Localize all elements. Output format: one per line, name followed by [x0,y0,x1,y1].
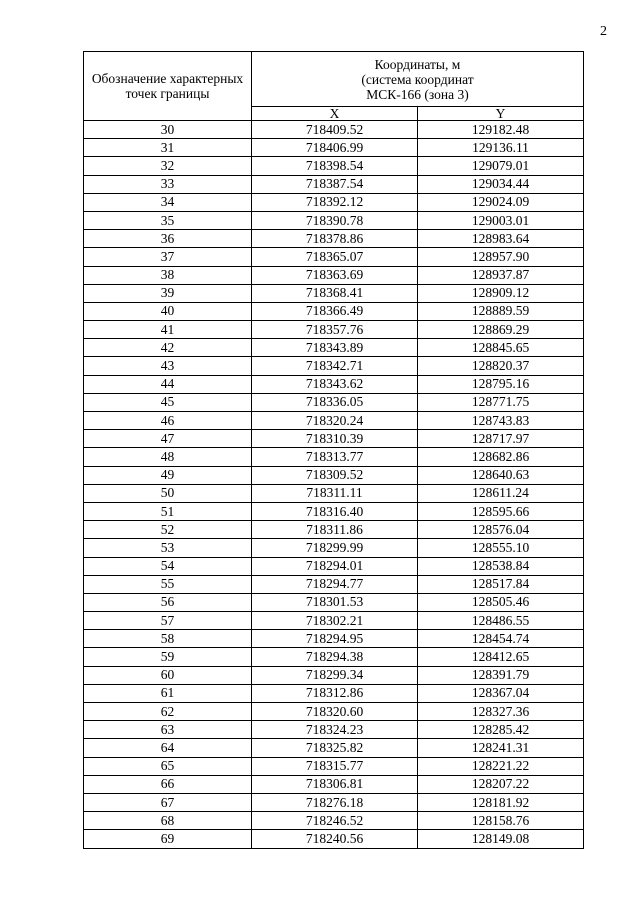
point-number-cell: 44 [84,375,252,393]
table-row [84,175,584,193]
y-coordinate-cell: 128241.31 [418,739,584,757]
y-coordinate-cell: 128207.22 [418,775,584,793]
x-coordinate-cell: 718301.53 [252,593,418,611]
x-coordinate-cell: 718246.52 [252,812,418,830]
x-coordinate-cell: 718309.52 [252,466,418,484]
point-number-cell: 45 [84,393,252,411]
x-coordinate-cell: 718316.40 [252,502,418,520]
table-row [84,121,584,139]
y-coordinate-cell: 128909.12 [418,284,584,302]
point-number-cell: 69 [84,830,252,848]
y-coordinate-cell: 128957.90 [418,248,584,266]
table-row [84,248,584,266]
y-coordinate-cell: 128454.74 [418,630,584,648]
table-row [84,466,584,484]
x-coordinate-cell: 718357.76 [252,321,418,339]
y-coordinate-cell: 128367.04 [418,684,584,702]
point-number-cell: 46 [84,412,252,430]
x-coordinate-cell: 718302.21 [252,612,418,630]
table-row [84,321,584,339]
x-coordinate-cell: 718294.01 [252,557,418,575]
table-row [84,302,584,320]
table-row [84,193,584,211]
table-row [84,739,584,757]
x-coordinate-cell: 718320.60 [252,703,418,721]
point-number-cell: 57 [84,612,252,630]
point-number-cell: 59 [84,648,252,666]
table-row [84,521,584,539]
y-coordinate-cell: 128611.24 [418,484,584,502]
x-coordinate-cell: 718365.07 [252,248,418,266]
table-row [84,539,584,557]
table-row [84,393,584,411]
x-coordinate-cell: 718306.81 [252,775,418,793]
table-body [84,121,584,849]
y-coordinate-cell: 128285.42 [418,721,584,739]
point-number-cell: 53 [84,539,252,557]
point-number-cell: 62 [84,703,252,721]
y-coordinate-cell: 128682.86 [418,448,584,466]
point-number-cell: 54 [84,557,252,575]
coordinates-header-line-3: МСК-166 (зона 3) [366,86,469,102]
table-row [84,139,584,157]
y-coordinate-cell: 129182.48 [418,121,584,139]
x-coordinate-cell: 718313.77 [252,448,418,466]
x-coordinate-cell: 718342.71 [252,357,418,375]
x-coordinate-cell: 718310.39 [252,430,418,448]
x-coordinate-cell: 718392.12 [252,193,418,211]
table-row [84,775,584,793]
y-coordinate-cell: 129034.44 [418,175,584,193]
table-row [84,339,584,357]
point-number-cell: 66 [84,775,252,793]
x-coordinate-cell: 718366.49 [252,302,418,320]
point-number-cell: 64 [84,739,252,757]
x-coordinate-cell: 718312.86 [252,684,418,702]
point-number-cell: 58 [84,630,252,648]
coordinates-header-line-2: (система координат [361,71,474,87]
point-column-header: Обозначение характерных точек границы [84,52,252,121]
y-coordinate-cell: 128149.08 [418,830,584,848]
table-row [84,630,584,648]
y-coordinate-cell: 128937.87 [418,266,584,284]
table-row [84,812,584,830]
x-coordinate-cell: 718315.77 [252,757,418,775]
point-number-cell: 49 [84,466,252,484]
y-coordinate-cell: 128845.65 [418,339,584,357]
point-number-cell: 34 [84,193,252,211]
y-coordinate-cell: 128555.10 [418,539,584,557]
y-coordinate-cell: 128576.04 [418,521,584,539]
x-coordinate-cell: 718390.78 [252,211,418,229]
table-row [84,430,584,448]
point-number-cell: 43 [84,357,252,375]
table-row [84,448,584,466]
point-number-cell: 41 [84,321,252,339]
y-coordinate-cell: 128795.16 [418,375,584,393]
point-number-cell: 61 [84,684,252,702]
y-coordinate-cell: 128889.59 [418,302,584,320]
x-coordinate-cell: 718320.24 [252,412,418,430]
table-row [84,757,584,775]
x-coordinate-cell: 718343.89 [252,339,418,357]
x-coordinate-cell: 718299.34 [252,666,418,684]
x-coordinate-cell: 718363.69 [252,266,418,284]
x-coordinate-cell: 718343.62 [252,375,418,393]
table-row [84,557,584,575]
point-number-cell: 30 [84,121,252,139]
x-coordinate-cell: 718324.23 [252,721,418,739]
page-number: 2 [600,24,607,39]
point-number-cell: 60 [84,666,252,684]
x-coordinate-cell: 718378.86 [252,230,418,248]
coordinates-header [252,52,584,107]
x-coordinate-cell: 718294.38 [252,648,418,666]
coordinates-header-line-1: Координаты, м [374,56,461,72]
point-number-cell: 42 [84,339,252,357]
x-coordinate-cell: 718336.05 [252,393,418,411]
table-row [84,484,584,502]
y-coordinate-cell: 128181.92 [418,793,584,811]
y-coordinate-cell: 128412.65 [418,648,584,666]
point-number-cell: 52 [84,521,252,539]
point-number-cell: 33 [84,175,252,193]
y-coordinate-cell: 129024.09 [418,193,584,211]
x-coordinate-cell: 718325.82 [252,739,418,757]
table-row [84,412,584,430]
point-number-cell: 36 [84,230,252,248]
coordinates-table [83,51,584,849]
y-coordinate-cell: 128158.76 [418,812,584,830]
x-coordinate-cell: 718311.86 [252,521,418,539]
x-coordinate-cell: 718387.54 [252,175,418,193]
x-column-header: X [252,107,418,121]
x-coordinate-cell: 718240.56 [252,830,418,848]
y-coordinate-cell: 129079.01 [418,157,584,175]
x-coordinate-cell: 718311.11 [252,484,418,502]
y-coordinate-cell: 129136.11 [418,139,584,157]
y-coordinate-cell: 128517.84 [418,575,584,593]
table-row [84,612,584,630]
y-coordinate-cell: 128486.55 [418,612,584,630]
table-row [84,703,584,721]
point-number-cell: 65 [84,757,252,775]
point-number-cell: 39 [84,284,252,302]
x-coordinate-cell: 718299.99 [252,539,418,557]
y-coordinate-cell: 128717.97 [418,430,584,448]
point-number-cell: 35 [84,211,252,229]
table-row [84,721,584,739]
y-coordinate-cell: 128771.75 [418,393,584,411]
y-coordinate-cell: 128221.22 [418,757,584,775]
point-number-cell: 56 [84,593,252,611]
table-row [84,357,584,375]
table-row [84,375,584,393]
table-row [84,648,584,666]
y-coordinate-cell: 128820.37 [418,357,584,375]
table-row [84,502,584,520]
x-coordinate-cell: 718406.99 [252,139,418,157]
table-row [84,830,584,848]
point-number-cell: 68 [84,812,252,830]
point-number-cell: 51 [84,502,252,520]
y-coordinate-cell: 128595.66 [418,502,584,520]
y-coordinate-cell: 128640.63 [418,466,584,484]
y-coordinate-cell: 128327.36 [418,703,584,721]
y-coordinate-cell: 128391.79 [418,666,584,684]
table-row [84,666,584,684]
y-coordinate-cell: 128983.64 [418,230,584,248]
point-number-cell: 37 [84,248,252,266]
table-row [84,211,584,229]
y-coordinate-cell: 128743.83 [418,412,584,430]
x-coordinate-cell: 718368.41 [252,284,418,302]
y-coordinate-cell: 128869.29 [418,321,584,339]
x-coordinate-cell: 718294.95 [252,630,418,648]
table-row [84,684,584,702]
point-number-cell: 31 [84,139,252,157]
table-row [84,793,584,811]
x-coordinate-cell: 718409.52 [252,121,418,139]
table-row [84,230,584,248]
point-number-cell: 47 [84,430,252,448]
table-row [84,284,584,302]
point-number-cell: 38 [84,266,252,284]
point-number-cell: 32 [84,157,252,175]
table-row [84,593,584,611]
point-number-cell: 50 [84,484,252,502]
x-coordinate-cell: 718398.54 [252,157,418,175]
table-row [84,266,584,284]
point-number-cell: 40 [84,302,252,320]
y-coordinate-cell: 128505.46 [418,593,584,611]
x-coordinate-cell: 718276.18 [252,793,418,811]
y-coordinate-cell: 129003.01 [418,211,584,229]
point-number-cell: 48 [84,448,252,466]
x-coordinate-cell: 718294.77 [252,575,418,593]
table-row [84,575,584,593]
point-number-cell: 55 [84,575,252,593]
table-row [84,157,584,175]
point-number-cell: 63 [84,721,252,739]
y-coordinate-cell: 128538.84 [418,557,584,575]
y-column-header: Y [418,107,584,121]
point-number-cell: 67 [84,793,252,811]
